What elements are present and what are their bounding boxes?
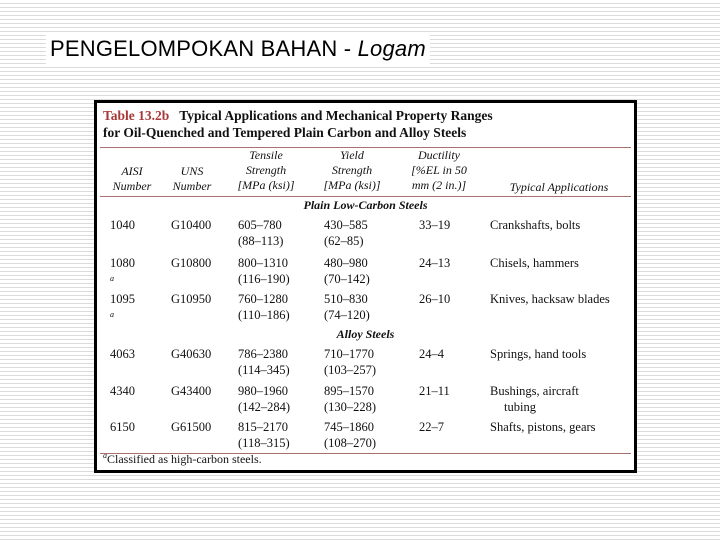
- header-applications: Typical Applications: [509, 180, 609, 194]
- row-1080-uns: G10800: [171, 256, 212, 270]
- table-number: Table 13.2b: [103, 108, 170, 123]
- row-6150-uns: G61500: [171, 420, 212, 434]
- table-title-line1: Typical Applications and Mechanical Property Ranges: [179, 108, 493, 123]
- row-1040-ductility: 33–19: [419, 218, 451, 232]
- row-4063-uns: G40630: [171, 347, 212, 361]
- row-1080-tensile: 800–1310 (116–190): [238, 256, 290, 286]
- row-1095-ductility: 26–10: [419, 292, 451, 306]
- row-1040-uns: G10400: [171, 218, 212, 232]
- row-4340-aisi: 4340: [110, 384, 135, 398]
- header-yield: Yield Strength [MPa (ksi)]: [323, 148, 381, 192]
- property-table: [94, 100, 637, 473]
- row-6150-yield: 745–1860 (108–270): [324, 420, 377, 450]
- row-4340-ductility: 21–11: [419, 384, 450, 398]
- row-1080-application: Chisels, hammers: [490, 256, 579, 270]
- row-1040-yield: 430–585 (62–85): [324, 218, 368, 248]
- row-4063-aisi: 4063: [110, 347, 135, 361]
- row-6150-ductility: 22–7: [419, 420, 444, 434]
- row-6150-aisi: 6150: [110, 420, 135, 434]
- section-alloy-steels: Alloy Steels: [336, 327, 395, 341]
- slide-title-italic: Logam: [357, 36, 426, 61]
- row-1080-aisi: 1080 $^a$: [110, 256, 135, 283]
- row-6150-tensile: 815–2170 (118–315): [238, 420, 290, 450]
- row-1080-yield: 480–980 (70–142): [324, 256, 370, 286]
- row-1095-application: Knives, hacksaw blades: [490, 292, 610, 306]
- header-ductility: Ductility [%EL in 50 mm (2 in.)]: [411, 148, 467, 192]
- row-6150-application: Shafts, pistons, gears: [490, 420, 596, 434]
- row-4063-tensile: 786–2380 (114–345): [238, 347, 290, 377]
- slide-title: [46, 34, 430, 64]
- section-plain-low-carbon: Plain Low-Carbon Steels: [303, 198, 428, 212]
- slide-title-main: PENGELOMPOKAN BAHAN -: [50, 36, 358, 61]
- row-4340-yield: 895–1570 (130–228): [324, 384, 377, 414]
- row-1095-yield: 510–830 (74–120): [324, 292, 370, 322]
- table-footnote: $^a$Classified as high-carbon steels.: [103, 451, 262, 466]
- row-4063-ductility: 24–4: [419, 347, 444, 361]
- row-1080-ductility: 24–13: [419, 256, 451, 270]
- header-uns: UNS Number: [172, 164, 212, 193]
- row-1040-tensile: 605–780 (88–113): [238, 218, 284, 248]
- row-1095-aisi: 1095 $^a$: [110, 292, 135, 319]
- row-1040-application: Crankshafts, bolts: [490, 218, 581, 232]
- row-4063-application: Springs, hand tools: [490, 347, 587, 361]
- row-4340-uns: G43400: [171, 384, 212, 398]
- row-1040-aisi: 1040: [110, 218, 135, 232]
- table-heading: [103, 107, 493, 141]
- header-tensile: Tensile Strength [MPa (ksi)]: [237, 148, 295, 192]
- table-rule-header: [100, 196, 631, 197]
- row-4340-application: Bushings, aircraft tubing: [490, 384, 579, 414]
- row-1095-tensile: 760–1280 (110–186): [238, 292, 290, 322]
- row-1095-uns: G10950: [171, 292, 212, 306]
- row-4063-yield: 710–1770 (103–257): [324, 347, 377, 377]
- header-aisi: AISI Number: [112, 164, 152, 193]
- row-4340-tensile: 980–1960 (142–284): [238, 384, 291, 414]
- table-title-line2: for Oil-Quenched and Tempered Plain Carbon and Alloy Steels: [103, 125, 467, 140]
